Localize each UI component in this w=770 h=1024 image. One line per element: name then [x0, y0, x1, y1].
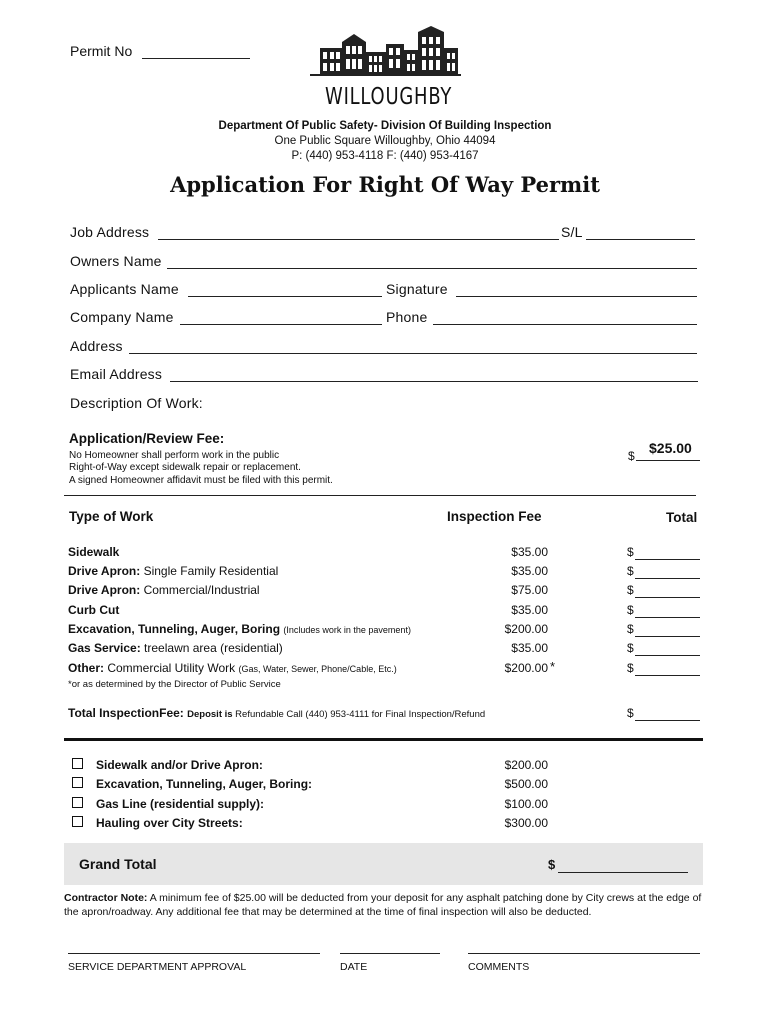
- applicants-name-field[interactable]: [188, 296, 382, 297]
- review-fee-label: Application/Review Fee:: [69, 431, 225, 446]
- date-label: DATE: [340, 961, 368, 973]
- fee-row-amount: $200.00: [504, 622, 548, 636]
- date-line[interactable]: [340, 953, 440, 954]
- contractor-note: Contractor Note: A minimum fee of $25.00 will be deducted from your deposit for any asphalt patching done by City crews at the edge of the apron/roadway. Any additional fee that may be determined at the time of final inspection will also be deducted.: [64, 892, 702, 918]
- service-approval-line[interactable]: [68, 953, 320, 954]
- fee-row-dollar: $: [627, 641, 634, 655]
- review-fee-note-3: A signed Homeowner affidavit must be filed with this permit.: [69, 475, 333, 486]
- fee-row-total-field[interactable]: [635, 675, 700, 676]
- signature-field[interactable]: [456, 296, 697, 297]
- description-label: Description Of Work:: [70, 395, 203, 411]
- fee-row-dollar: $: [627, 545, 634, 559]
- fee-row-amount: $75.00: [511, 583, 548, 597]
- sl-field[interactable]: [586, 239, 695, 240]
- fee-row-total-field[interactable]: [635, 617, 700, 618]
- fee-row-amount: $35.00: [511, 641, 548, 655]
- deposit-label: Gas Line (residential supply):: [96, 797, 265, 811]
- phone-label: Phone: [386, 309, 428, 325]
- email-field[interactable]: [170, 381, 698, 382]
- fee-row-label: Excavation, Tunneling, Auger, Boring (Includes work in the pavement): [68, 622, 411, 636]
- applicants-name-label: Applicants Name: [70, 281, 179, 297]
- fee-row-dollar: $: [627, 564, 634, 578]
- grand-total-field[interactable]: [558, 872, 688, 873]
- section-divider: [64, 495, 696, 496]
- total-inspection-dollar: $: [627, 706, 634, 720]
- grand-total-label: Grand Total: [79, 856, 157, 872]
- deposit-checkbox[interactable]: [72, 777, 83, 788]
- department-name: Department Of Public Safety- Division Of Building Inspection: [218, 120, 552, 132]
- fee-row-dollar: $: [627, 661, 634, 675]
- fee-row-dollar: $: [627, 603, 634, 617]
- review-fee-currency: $: [628, 449, 635, 463]
- fee-row-amount: $35.00: [511, 564, 548, 578]
- grand-total-dollar: $: [548, 857, 556, 872]
- address-field[interactable]: [129, 353, 697, 354]
- owners-name-field[interactable]: [167, 268, 697, 269]
- deposit-label: Sidewalk and/or Drive Apron:: [96, 758, 263, 772]
- fee-row-label: Other: Commercial Utility Work (Gas, Water, Sewer, Phone/Cable, Etc.): [68, 661, 397, 675]
- job-address-label: Job Address: [70, 224, 150, 240]
- deposit-checkbox[interactable]: [72, 758, 83, 769]
- signature-label: Signature: [386, 281, 448, 297]
- deposit-amount: $500.00: [504, 777, 548, 791]
- col-type-of-work: Type of Work: [69, 509, 154, 524]
- fee-row-label: Drive Apron: Single Family Residential: [68, 564, 279, 578]
- fee-footnote: *or as determined by the Director of Public Service: [68, 679, 281, 690]
- deposit-divider: [64, 738, 703, 741]
- fee-row-total-field[interactable]: [635, 636, 700, 637]
- fee-row-label: Curb Cut: [68, 603, 120, 617]
- review-fee-line: [636, 460, 700, 461]
- review-fee-note-1: No Homeowner shall perform work in the public: [69, 450, 280, 461]
- department-phone: P: (440) 953-4118 F: (440) 953-4167: [291, 150, 479, 162]
- fee-row-dollar: $: [627, 622, 634, 636]
- deposit-label: Hauling over City Streets:: [96, 816, 243, 830]
- grand-total-bar: [64, 843, 703, 885]
- company-name-label: Company Name: [70, 309, 174, 325]
- comments-label: COMMENTS: [468, 961, 530, 973]
- phone-field[interactable]: [433, 324, 697, 325]
- total-inspection-fee: Total InspectionFee: Deposit is Refundable Call (440) 953-4111 for Final Inspection/Refund: [68, 706, 486, 720]
- department-address: One Public Square Willoughby, Ohio 44094: [274, 135, 496, 147]
- deposit-amount: $100.00: [504, 797, 548, 811]
- col-total: Total: [666, 510, 698, 525]
- deposit-amount: $200.00: [504, 758, 548, 772]
- address-label: Address: [70, 338, 123, 354]
- fee-row-amount: $35.00: [511, 603, 548, 617]
- permit-number-field[interactable]: [142, 58, 250, 59]
- fee-row-total-field[interactable]: [635, 578, 700, 579]
- company-name-field[interactable]: [180, 324, 382, 325]
- email-label: Email Address: [70, 366, 163, 382]
- owners-name-label: Owners Name: [70, 253, 162, 269]
- fee-asterisk: *: [550, 659, 556, 674]
- permit-number-label: Permit No: [70, 43, 133, 59]
- review-fee-amount: $25.00: [649, 440, 692, 456]
- deposit-checkbox[interactable]: [72, 816, 83, 827]
- deposit-label: Excavation, Tunneling, Auger, Boring:: [96, 777, 313, 791]
- logo-wordmark: WILLOUGHBY: [325, 84, 453, 110]
- fee-row-amount: $200.00: [504, 661, 548, 675]
- service-approval-label: SERVICE DEPARTMENT APPROVAL: [68, 961, 247, 973]
- fee-row-amount: $35.00: [511, 545, 548, 559]
- fee-row-total-field[interactable]: [635, 559, 700, 560]
- fee-row-label: Gas Service: treelawn area (residential): [68, 641, 283, 655]
- fee-row-total-field[interactable]: [635, 597, 700, 598]
- fee-row-total-field[interactable]: [635, 655, 700, 656]
- page-title: Application For Right Of Way Permit: [170, 172, 600, 197]
- deposit-amount: $300.00: [504, 816, 548, 830]
- comments-line[interactable]: [468, 953, 700, 954]
- fee-row-dollar: $: [627, 583, 634, 597]
- total-inspection-field[interactable]: [635, 720, 700, 721]
- review-fee-note-2: Right-of-Way except sidewalk repair or replacement.: [69, 462, 301, 473]
- deposit-checkbox[interactable]: [72, 797, 83, 808]
- col-inspection-fee: Inspection Fee: [447, 509, 542, 524]
- fee-row-label: Drive Apron: Commercial/Industrial: [68, 583, 260, 597]
- fee-row-label: Sidewalk: [68, 545, 120, 559]
- sl-label: S/L: [561, 224, 583, 240]
- job-address-field[interactable]: [158, 239, 559, 240]
